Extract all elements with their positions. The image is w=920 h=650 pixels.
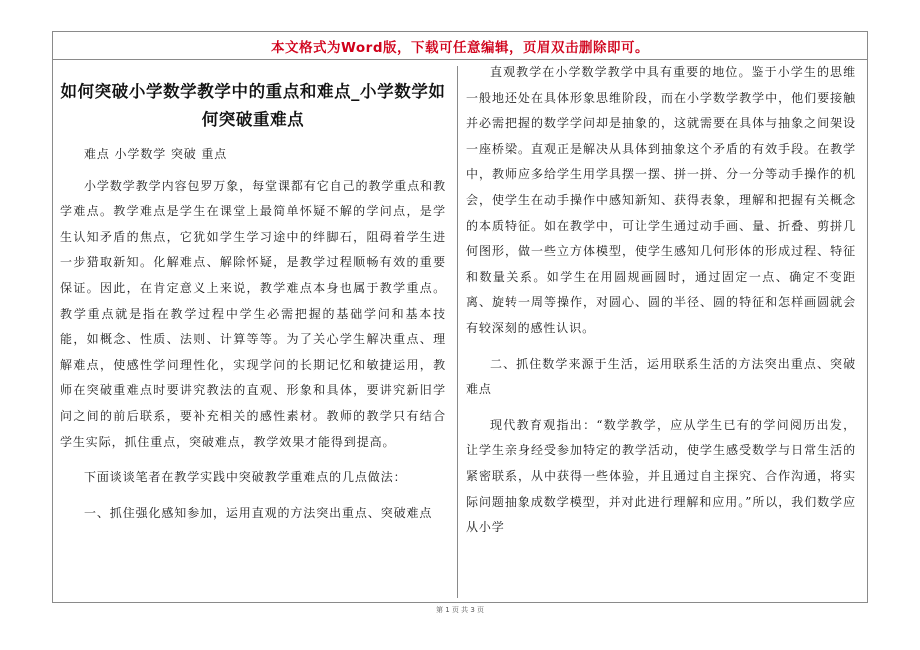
right-column (466, 60, 856, 551)
header-notice: 本文格式为Word版，下载可任意编辑，页眉双击删除即可。 (270, 40, 649, 56)
paragraph: 现代教育观指出：“数学教学，应从学生已有的学问阅历出发，让学生亲身经受参加特定的教学活动，使学生感受数学与日常生活的紧密联系，从中获得一些体验，并且通过自主探究、合作沟通，将实际问题抽象成数学模型，并对此进行理解和应用。”所以，我们数学应从小学 (466, 417, 856, 535)
document-title: 如何突破小学数学教学中的重点和难点_小学数学如何突破重难点 (60, 82, 446, 129)
page-footer: 第 1 页 共 3 页 (435, 606, 485, 614)
paragraph: 直观教学在小学数学教学中具有重要的地位。鉴于小学生的思维一般地还处在具体形象思维阶段，而在小学数学教学中，他们要接触并必需把握的数学学问却是抽象的，这就需要在具体与抽象之间架设一座桥梁。直观正是解决从具体到抽象这个矛盾的有效手段。在教学中，教师应多给学生用学具摆一摆、拼一拼、分一分等动手操作的机会，使学生在动手操作中感知新知、获得表象，理解和把握有关概念的本质特征。如在教学中，可让学生通过动手画、量、折叠、剪拼几何图形，做一些立方体模型，使学生感知几何形体的形成过程、特征和数量关系。如学生在用圆规画圆时，通过固定一点、确定不变距离、旋转一周等操作，对圆心、圆的半径、圆的特征和怎样画圆就会有较深刻的感性认识。 (466, 65, 856, 335)
paragraph: 小学数学教学内容包罗万象，每堂课都有它自己的教学重点和教学难点。教学难点是学生在课堂上最简单怀疑不解的学问点，是学生认知矛盾的焦点，它犹如学生学习途中的绊脚石，阻碍着学生进一步猎取新知。化解难点、解除怀疑，是教学过程顺畅有效的重要保证。因此，在肯定意义上来说，教学难点本身也属于教学重点。教学重点就是指在教学过程中学生必需把握的基础学问和基本技能，如概念、性质、法则、计算等等。为了关心学生解决重点、理解难点，使感性学问理性化，实现学问的长期记忆和敏捷运用，教师在突破重难点时要讲究教法的直观、形象和具体，要讲究新旧学问之间的前后联系，要补充相关的感性素材。教师的教学只有结合学生实际，抓住重点，突破难点，教学效果才能得到提高。 (60, 178, 446, 449)
section-heading: 一、抓住强化感知参加，运用直观的方法突出重点、突破难点 (84, 505, 433, 520)
column-divider (457, 66, 458, 598)
keywords-line: 难点 小学数学 突破 重点 (84, 147, 228, 161)
section-heading: 二、抓住数学来源于生活，运用联系生活的方法突出重点、突破难点 (466, 356, 856, 397)
left-column (60, 66, 446, 536)
paragraph: 下面谈谈笔者在教学实践中突破教学重难点的几点做法： (84, 470, 407, 485)
